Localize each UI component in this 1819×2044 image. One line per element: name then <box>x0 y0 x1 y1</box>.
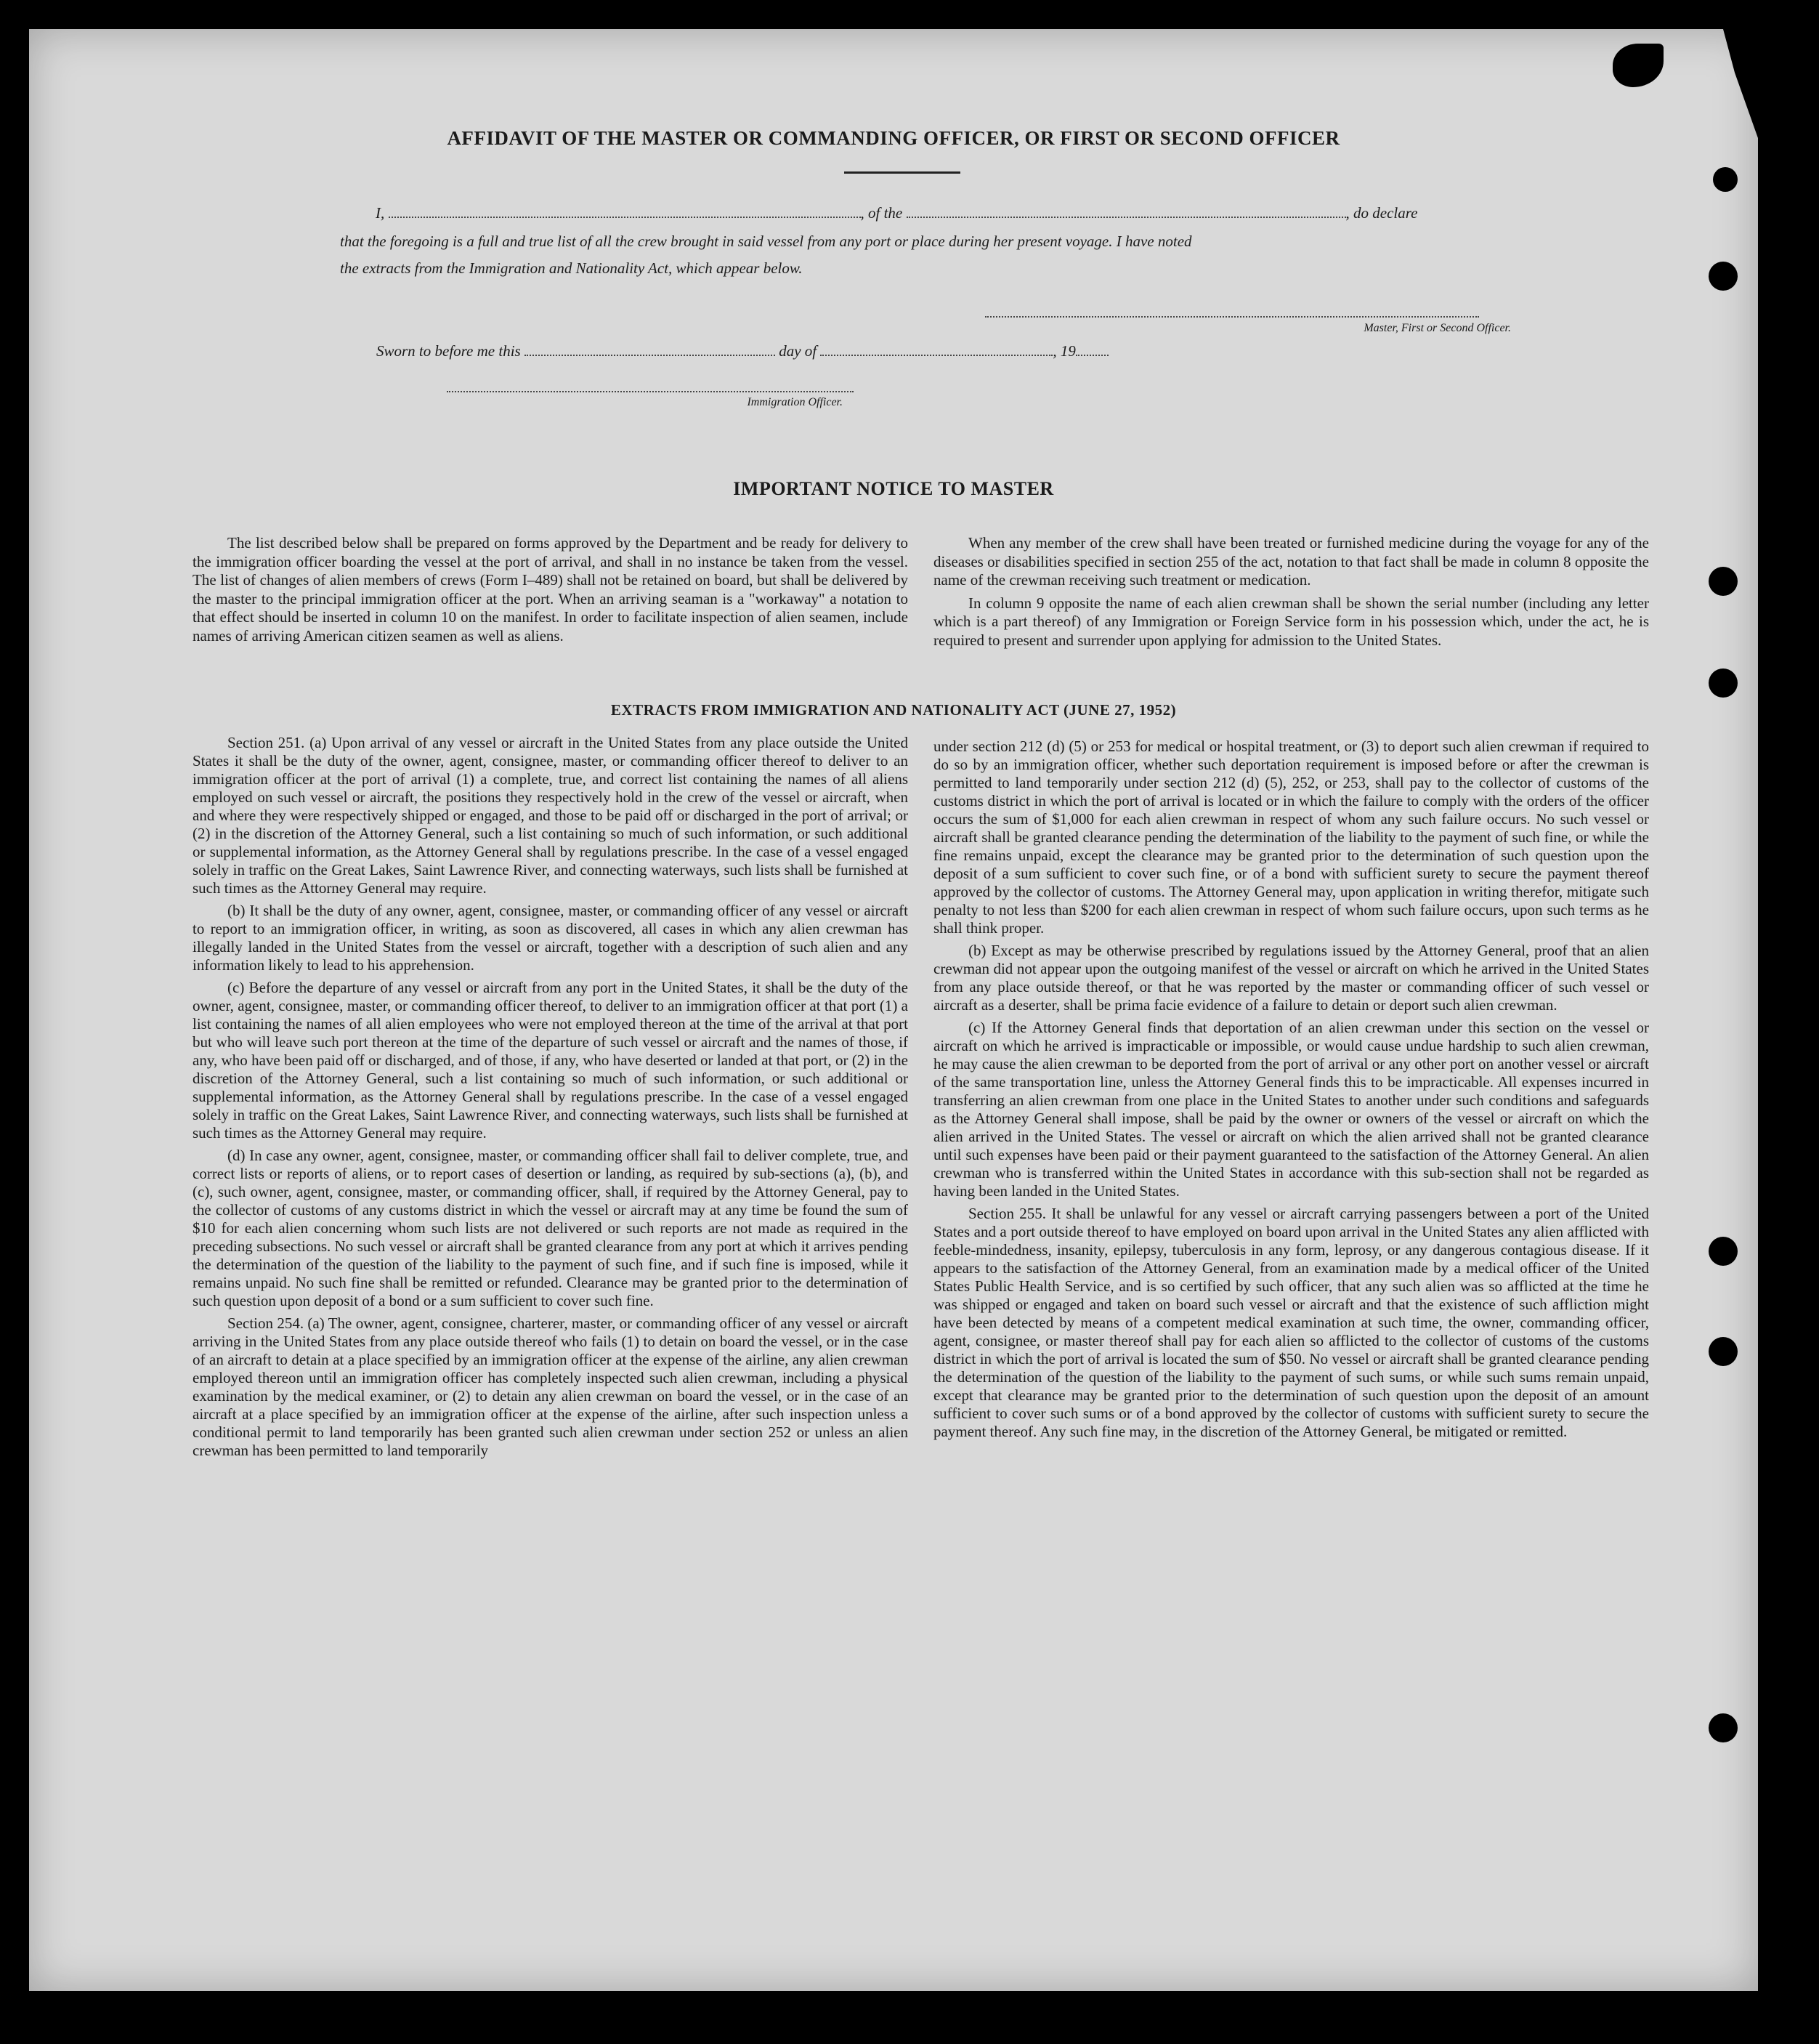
section-254a: Section 254. (a) The owner, agent, consignee, charterer, master, or commanding officer of any vessel or aircraft arriving in the United States from any place outside thereof who fails (1) to detain on board the vessel, or in the case of an aircraft to detain at a place specified by an immigration officer at the expense of the airline, any alien crewman employed thereon until an immigration officer has completely inspected such alien crewman, including a physical examination by the medical examiner, or (2) to detain any alien crewman on board the vessel, or in the case of an aircraft at a place specified by an immigration officer at the expense of the airline, after such inspection unless a conditional permit to land temporarily has been granted such alien crewman under section 252 or unless an alien crewman has been permitted to land temporarily <box>193 1314 908 1459</box>
notice-right-paragraph-1: When any member of the crew shall have been treated or furnished medicine during the voyage for any of the diseases or disabilities specified in section 255 of the act, notation to that fact shall be made in column 8 opposite the name of the crewman receiving such treatment or medication. <box>933 534 1649 589</box>
section-255: Section 255. It shall be unlawful for any vessel or aircraft carrying passengers between a port of the United States and a port outside thereof to have employed on board upon arrival in the United States any alien afflicted with feeble-mindedness, insanity, epilepsy, tuberculosis in any form, leprosy, or any dangerous contagious disease. If it appears to the satisfaction of the Attorney General, from an examination made by a medical officer of the United States Public Health Service, and is so certified by such officer, that any such alien was so afflicted at the time he was shipped or engaged and taken on board such vessel or aircraft and that the existence of such affliction might have been detected by means of a competent medical examination at such time, the owner, commanding officer, agent, consignee, or master thereof shall pay for each alien so afflicted to the collector of customs of the customs district in which the port of arrival is located the sum of $50. No vessel or aircraft shall be granted clearance pending the determination of the question of the liability to the payment of such sums, or while such sums remain unpaid, except that clearance may be granted prior to the determination of such question upon the deposit of an amount sufficient to cover such sums or of a bond approved by the collector of customs with sufficient surety to secure the payment thereof. Any such fine may, in the discretion of the Attorney General, be mitigated or remitted. <box>933 1205 1649 1440</box>
name-field[interactable] <box>389 203 861 218</box>
binder-hole <box>1713 167 1738 192</box>
title-underline <box>844 171 960 174</box>
section-254c: (c) If the Attorney General finds that deportation of an alien crewman under this section on the vessel or aircraft on which he arrived is impracticable or impossible, or would cause undue hardship to such alien crewman, he may cause the alien crewman to be deported from the port of arrival or any other port on another vessel or aircraft of the same transportation line, unless the Attorney General finds this to be impracticable. All expenses incurred in transferring an alien crewman from one place in the United States to another under such conditions and safeguards as the Attorney General shall impose, shall be paid by the owner or owners of the vessel or aircraft on which the alien arrived in the United States. The vessel or aircraft on which the alien arrived shall not be granted clearance until such expenses have been paid or their payment guaranteed to the satisfaction of the Attorney General. An alien crewman who is transferred within the United States in accordance with this sub-section shall not be regarded as having been landed in the United States. <box>933 1019 1649 1200</box>
declaration-i-label: I, <box>376 204 385 222</box>
torn-edge <box>1700 29 1758 138</box>
sworn-day-field[interactable] <box>524 342 775 356</box>
section-251d: (d) In case any owner, agent, consignee, master, or commanding officer shall fail to deliver complete, true, and correct lists or reports of aliens, or to report cases of desertion or landing, as required by sub-sections (a), (b), and (c), such owner, agent, consignee, master, or commanding officer, shall, if required by the Attorney General, pay to the collector of customs of any customs district in which the vessel or aircraft may at any time be found the sum of $10 for each alien concerning whom such lists are not delivered or such reports are not made as required in the preceding subsections. No such vessel or aircraft shall be granted clearance from any port at which it arrives pending the determination of the question of the liability to the payment of such fine, and if such fine is imposed, while it remains unpaid. No such fine shall be remitted or refunded. Clearance may be granted prior to the determination of such question upon deposit of a bond or a sum sufficient to cover such fine. <box>193 1147 908 1309</box>
immigration-officer-signature-line[interactable] <box>447 391 854 392</box>
sworn-prefix: Sworn to before me this <box>376 342 521 360</box>
sworn-year-field[interactable] <box>1076 342 1109 356</box>
vessel-field[interactable] <box>907 203 1346 218</box>
section-251b: (b) It shall be the duty of any owner, agent, consignee, master, or commanding officer of any vessel or aircraft to report to an immigration officer, in writing, as soon as discovered, all cases in which any alien crewman has illegally landed in the United States from the vessel or aircraft, together with a description of such alien and any information likely to lead to his apprehension. <box>193 902 908 974</box>
master-signature-caption: Master, First or Second Officer. <box>1364 322 1511 334</box>
declaration-line <box>376 203 1509 222</box>
binder-hole <box>1709 262 1738 291</box>
sworn-month-field[interactable] <box>820 342 1053 356</box>
sworn-year-label: , 19 <box>1053 342 1076 360</box>
affidavit-title: AFFIDAVIT OF THE MASTER OR COMMANDING OFFICER, OR FIRST OR SECOND OFFICER <box>447 127 1340 149</box>
immigration-officer-caption: Immigration Officer. <box>747 396 843 408</box>
section-251a: Section 251. (a) Upon arrival of any vessel or aircraft in the United States from any place outside the United States it shall be the duty of the owner, agent, consignee, master, or commanding officer thereof to deliver to an immigration officer at the port of arrival (1) a complete, true, and correct list containing the names of all aliens employed on such vessel or aircraft, the positions they respectively hold in the crew of the vessel or aircraft, when and where they were respectively shipped or engaged, and those to be paid off or discharged in the port of arrival; or (2) in the discretion of the Attorney General, such a list containing so much of such information, or such additional or supplemental information, as the Attorney General shall by regulations prescribe. In the case of a vessel engaged solely in traffic on the Great Lakes, Saint Lawrence River, and connecting waterways, such lists shall be furnished at such times as the Attorney General may require. <box>193 734 908 897</box>
notice-left-column <box>193 534 908 650</box>
section-254b: (b) Except as may be otherwise prescribed by regulations issued by the Attorney General, proof that an alien crewman did not appear upon the outgoing manifest of the vessel or aircraft on which he arrived in the United States from any place outside thereof, or that he was reported by the master or commanding officer of such vessel or aircraft as a deserter, shall be prima facie evidence of a failure to detain or deport such alien crewman. <box>933 942 1649 1014</box>
master-signature-line[interactable] <box>985 316 1479 318</box>
binder-hole <box>1709 1713 1738 1742</box>
sworn-line <box>376 342 1248 360</box>
binder-hole <box>1709 567 1738 596</box>
binder-hole <box>1709 668 1738 698</box>
extracts-left-column <box>193 734 908 1464</box>
declaration-text-3: the extracts from the Immigration and Nationality Act, which appear below. <box>340 259 803 277</box>
notice-left-paragraph: The list described below shall be prepared on forms approved by the Department and be ready for delivery to the immigration officer boarding the vessel at the port of arrival, and shall in no instance be taken from the vessel. The list of changes of alien members of crews (Form I–489) shall not be retained on board, but shall be delivered by the master to the principal immigration officer at the port. When an arriving seaman is a "workaway" a notation to that effect should be inserted in column 10 on the manifest. In order to facilitate inspection of alien seamen, include names of arriving American citizen seamen as well as aliens. <box>193 534 908 645</box>
notice-right-paragraph-2: In column 9 opposite the name of each alien crewman shall be shown the serial number (including any letter which is a part thereof) of any Immigration or Foreign Service form in his possession which, under the act, he is required to present and surrender upon applying for admission to the United States. <box>933 594 1649 649</box>
sworn-day-of-label: day of <box>779 342 817 360</box>
extracts-title: EXTRACTS FROM IMMIGRATION AND NATIONALITY ACT (JUNE 27, 1952) <box>610 701 1177 719</box>
notice-title: IMPORTANT NOTICE TO MASTER <box>733 478 1054 499</box>
form-page <box>29 29 1758 1991</box>
extracts-right-column <box>933 738 1649 1445</box>
section-254a-continued: under section 212 (d) (5) or 253 for medical or hospital treatment, or (3) to deport such alien crewman if required to do so by an immigration officer, whether such deportation requirement is imposed before or after the crewman is permitted to land temporarily under section 212 (d) (5), 252, or 253, shall pay to the collector of customs of the customs district in which the port of arrival is located or in which the failure to comply with the orders of the officer occurs the sum of $1,000 for each alien crewman in respect of whom any such failure occurs. No such vessel or aircraft shall be granted clearance pending the determination of the liability to the payment of such fine, or while the fine remains unpaid, except the clearance may be granted prior to the determination of such question upon the deposit of a sum sufficient to cover such fine, or of a bond with sufficient surety to secure the payment thereof approved by the collector of customs. The Attorney General may, upon application in writing therefor, mitigate such penalty to not less than $200 for each alien crewman in respect of whom such failure occurs, upon such terms as he shall think proper. <box>933 738 1649 937</box>
binder-hole <box>1709 1337 1738 1366</box>
of-the-label: , of the <box>860 204 903 222</box>
torn-corner <box>1613 44 1664 87</box>
section-251c: (c) Before the departure of any vessel or aircraft from any port in the United States, it shall be the duty of the owner, agent, consignee, master, or commanding officer thereof, to deliver to an immigration officer at that port (1) a list containing the names of all alien employees who were not employed thereon at the time of the arrival at that port but who will leave such port thereon at the time of the departure of such vessel or aircraft and the names of those, if any, who have been paid off or discharged, and of those, if any, who have deserted or landed at that port, or (2) in the discretion of the Attorney General, such a list containing so much of such information, or such additional or supplemental information, as the Attorney General shall by regulations prescribe. In the case of a vessel engaged solely in traffic on the Great Lakes, Saint Lawrence River, and connecting waterways, such lists shall be furnished at such times as the Attorney General may require. <box>193 979 908 1142</box>
binder-hole <box>1709 1237 1738 1266</box>
do-declare-label: , do declare <box>1345 204 1418 222</box>
notice-right-column <box>933 534 1649 654</box>
declaration-text-2: that the foregoing is a full and true list of all the crew brought in said vessel from any port or place during her present voyage. I have noted <box>340 233 1192 250</box>
